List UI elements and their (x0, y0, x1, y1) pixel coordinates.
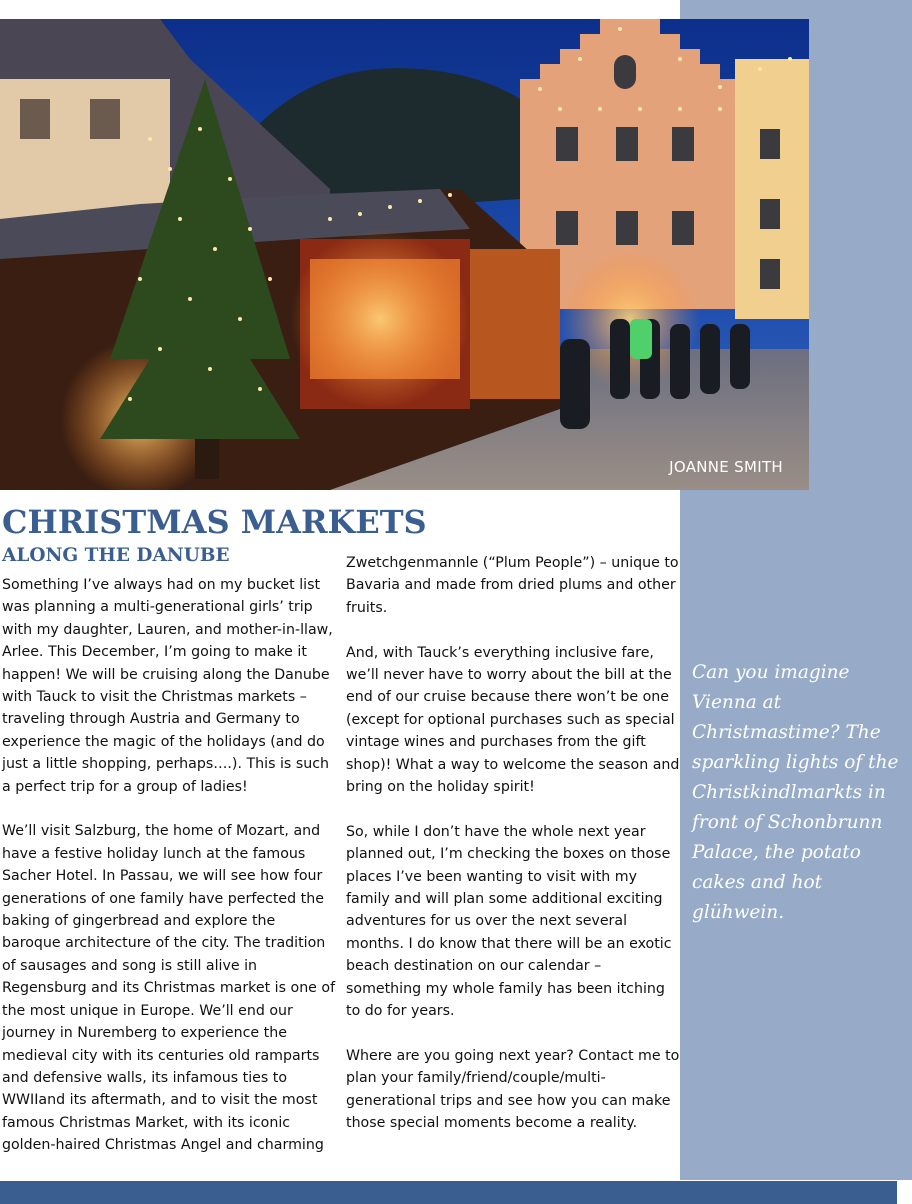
christmas-market-photo (0, 19, 809, 490)
photo-credit: JOANNE SMITH (669, 458, 783, 476)
article-subheadline: ALONG THE DANUBE (2, 545, 230, 566)
paragraph: months. I do know that there will be an exotic beach destination on our calendar – something my whole family has been itching to do for years. (346, 935, 672, 1020)
article-column-right (346, 552, 680, 1135)
pull-quote: Can you imagine Vienna at Christmastime? The sparkling lights of the Christkindlmarkts in front of Schonbrunn Palace, the potato cakes and hot glühwein. (692, 662, 899, 923)
paragraph: So, while I don’t have the whole next year planned out, I’m checking the boxes on those places I’ve been wanting to visit with my family and will plan some additional exciting adventures for us over the next several (346, 823, 671, 930)
paragraph: And, with Tauck’s everything inclusive fare, we’ll never have to worry about the bill at the end of our cruise because there won’t be one (except for optional purchases such as special vintage wines and purchases from the gift shop)! What a way to welcome the season and bring on the holiday spirit! (346, 644, 680, 796)
hero-photo (0, 19, 809, 490)
article-column-left (2, 574, 338, 1157)
paragraph: Something I’ve always had on my bucket list was planning a multi-generational girls’ trip with my daughter, Lauren, and mother-in-llaw, Arlee. This December, I’m going to make it happen! We will be cruising along the Danube with Tauck to visit the Christmas markets – traveling through Austria and Germany to experience the magic of the holidays (and do just a little shopping, perhaps….). This is such a perfect trip for a group of ladies! (2, 577, 333, 795)
paragraph: Where are you going next year? Contact me to plan your family/friend/couple/multi-generational trips and see how you can make those special moments become a reality. (346, 1047, 680, 1132)
article-headline: CHRISTMAS MARKETS (2, 503, 427, 541)
footer-bar (0, 1181, 897, 1204)
paragraph: We’ll visit Salzburg, the home of Mozart, and have a festive holiday lunch at the famous Sacher Hotel. In Passau, we will see how four generations of one family have perfected the baking of gingerbread and explore the baroque architecture of the city. The tradition of sausages and song is still alive in Regensburg and its Christmas market is one of the most unique in Europe. We’ll end our journey in Nuremberg to experience the medieval city with its centuries old ramparts and defensive walls, its infamous ties to WWIIand its aftermath, and to visit the most famous Christmas Market, with its iconic golden-haired Christmas Angel and charming (2, 823, 336, 1154)
paragraph: Zwetchgenmannle (“Plum People”) – unique to Bavaria and made from dried plums and other fruits. (346, 555, 679, 616)
